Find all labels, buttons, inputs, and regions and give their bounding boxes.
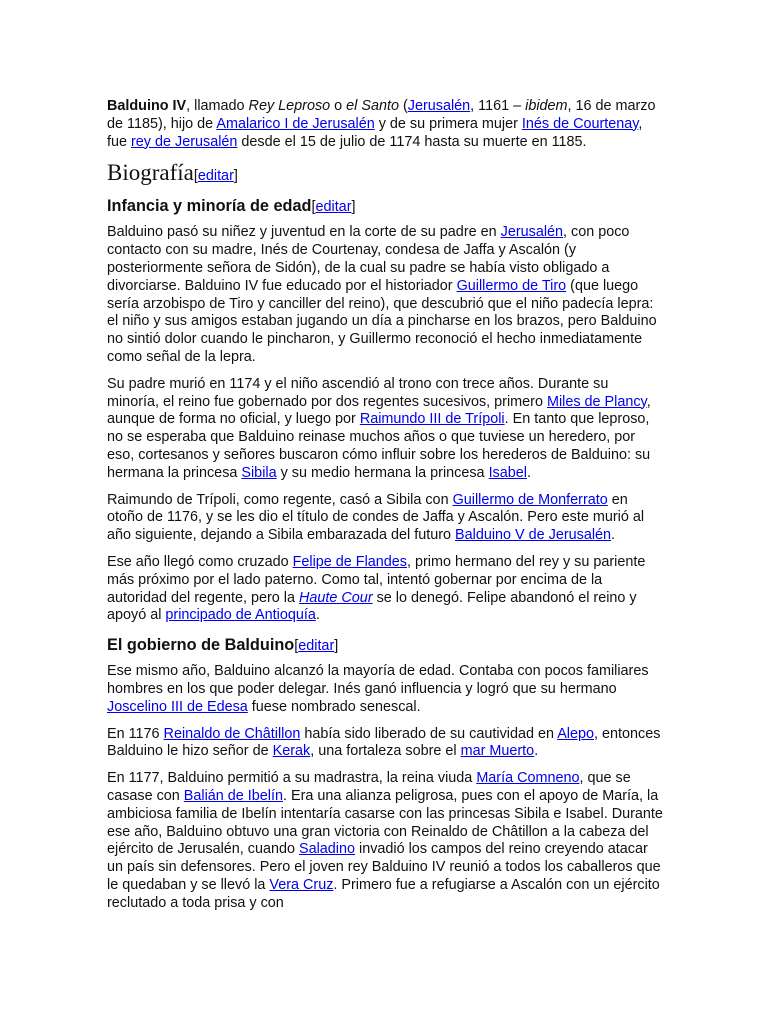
link-rey-de-jerusalen[interactable]: rey de Jerusalén [131,133,238,150]
edit-section-gobierno: [editar] [294,638,339,655]
link-balduino-v[interactable]: Balduino V de Jerusalén [455,527,612,544]
section-heading-infancia: Infancia y minoría de edad[editar] [107,197,356,216]
link-mar-muerto[interactable]: mar Muerto [460,743,535,760]
article-body [107,98,663,921]
link-amalarico[interactable]: Amalarico I de Jerusalén [216,115,375,132]
section-heading-biografia: Biografía[editar] [107,160,238,186]
paragraph-infancia-4: Ese año llegó como cruzado Felipe de Flandes, primo hermano del rey y su pariente más próximo por el lado paterno. Como tal, intentó gobernar por encima de la autoridad del regente, pero la Haute Cour se lo denegó. Felipe abandonó el reino y apoyó al principado de Antioquía. [107,553,646,624]
link-saladino[interactable]: Saladino [299,841,356,858]
link-raimundo-iii[interactable]: Raimundo III de Trípoli [359,411,505,428]
link-guillermo-de-monferrato[interactable]: Guillermo de Monferrato [452,491,608,508]
link-vera-cruz[interactable]: Vera Cruz [269,876,334,893]
edit-link[interactable]: editar [197,168,234,185]
link-reinaldo-de-chatillon[interactable]: Reinaldo de Châtillon [163,725,301,742]
link-guillermo-de-tiro[interactable]: Guillermo de Tiro [456,277,567,294]
link-alepo[interactable]: Alepo [557,725,594,742]
paragraph-gobierno-2: En 1176 Reinaldo de Châtillon había sido liberado de su cautividad en Alepo, entonces Balduino le hizo señor de Kerak, una fortaleza sobre el mar Muerto. [107,725,661,760]
paragraph-gobierno-1: Ese mismo año, Balduino alcanzó la mayoría de edad. Contaba con pocos familiares hombres en los que poder delegar. Inés ganó influencia y logró que su hermano Joscelino III de Edesa fuese nombrado senescal. [107,663,649,715]
article-subject: Balduino IV [107,98,187,114]
link-jerusalen[interactable]: Jerusalén [500,224,564,241]
section-heading-gobierno: El gobierno de Balduino[editar] [107,636,339,655]
link-isabel[interactable]: Isabel [488,464,527,481]
paragraph-gobierno-3: En 1177, Balduino permitió a su madrastra, la reina viuda María Comneno, que se casase con Balián de Ibelín. Era una alianza peligrosa, pues con el apoyo de María, la ambiciosa familia de Ibelín intentaría casarse con las princesas Sibila e Isabel. Durante ese año, Balduino obtuvo una gran victoria con Reinaldo de Châtillon a la cabeza del ejército de Jerusalén, cuando Saladino invadió los campos del reino creyendo atacar un país sin defensores. Pero el joven rey Balduino IV reunió a todos los caballeros que le quedaban y se llevó la Vera Cruz. Primero fue a refugiarse a Ascalón con un ejército reclutado a toda prisa y con [107,770,663,911]
link-jerusalen[interactable]: Jerusalén [407,98,471,114]
paragraph-infancia-1: Balduino pasó su niñez y juventud en la corte de su padre en Jerusalén, con poco contacto con su madre, Inés de Courtenay, condesa de Jaffa y Ascalón (y posteriormente señora de Sidón), de la cual su padre se había visto obligado a divorciarse. Balduino IV fue educado por el historiador Guillermo de Tiro (que luego sería arzobispo de Tiro y canciller del reino), que descubrió que el niño padecía lepra: el niño y sus amigos estaban jugando un día a pincharse en los brazos, pero Balduino no sintió dolor cuando le pincharon, y Guillermo reconoció el hecho inmediatamente como señal de la lepra. [107,224,657,365]
edit-link[interactable]: editar [315,199,352,216]
link-principado-de-antioquia[interactable]: principado de Antioquía [165,607,316,624]
link-maria-comneno[interactable]: María Comneno [476,770,580,787]
link-ines-de-courtenay[interactable]: Inés de Courtenay [521,115,639,132]
intro-paragraph: Balduino IV, llamado Rey Leproso o el Santo (Jerusalén, 1161 – ibidem, 16 de marzo de 1185), hijo de Amalarico I de Jerusalén y de su primera mujer Inés de Courtenay, fue rey de Jerusalén desde el 15 de julio de 1174 hasta su muerte en 1185. [107,98,656,150]
link-miles-de-plancy[interactable]: Miles de Plancy [546,393,647,410]
edit-section-biografia: [editar] [193,168,238,185]
link-sibila[interactable]: Sibila [241,464,277,481]
link-felipe-de-flandes[interactable]: Felipe de Flandes [292,553,407,570]
edit-link[interactable]: editar [298,638,335,655]
edit-section-infancia: [editar] [311,199,356,216]
link-balian-de-ibelin[interactable]: Balián de Ibelín [183,787,284,804]
paragraph-infancia-3: Raimundo de Trípoli, como regente, casó a Sibila con Guillermo de Monferrato en otoño de 1176, y se les dio el título de condes de Jaffa y Ascalón. Pero este murió al año siguiente, dejando a Sibila embarazada del futuro Balduino V de Jerusalén. [107,491,645,544]
paragraph-infancia-2: Su padre murió en 1174 y el niño ascendió al trono con trece años. Durante su minoría, el reino fue gobernado por dos regentes sucesivos, primero Miles de Plancy, aunque de forma no oficial, y luego por Raimundo III de Trípoli. En tanto que leproso, no se esperaba que Balduino reinase muchos años o que tuviese un heredero, por eso, cortesanos y señores buscaron cómo influir sobre los herederos de Balduino: su hermana la princesa Sibila y su medio hermana la princesa Isabel. [107,375,651,481]
link-joscelino-iii[interactable]: Joscelino III de Edesa [107,698,248,715]
link-kerak[interactable]: Kerak [272,743,311,760]
link-haute-cour[interactable]: Haute Cour [299,589,373,606]
